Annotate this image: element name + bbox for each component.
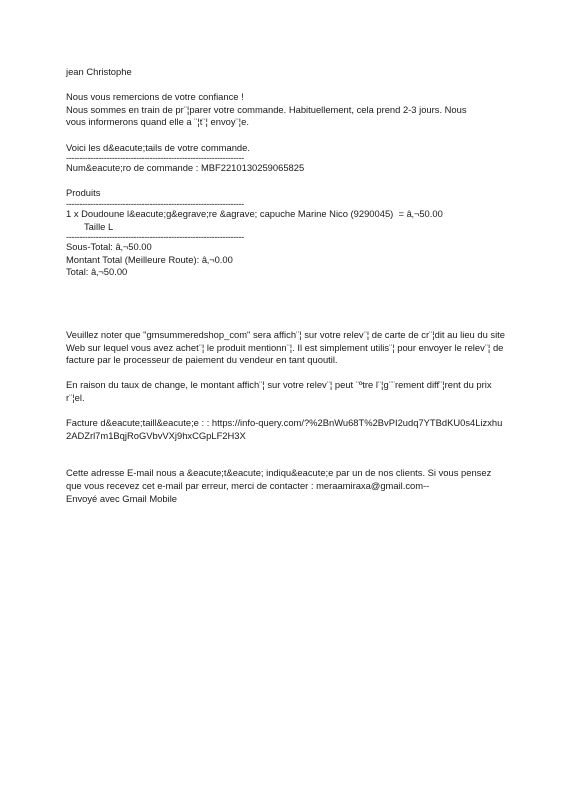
exchange-rate-notice: En raison du taux de change, le montant affich¨¦ sur votre relev¨¦ peut ¨ºtre l¨¦g¨¨rement diff¨¦rent du prix r¨¦el. [66,379,492,403]
recipient-name: jean Christophe [66,66,132,77]
shipping-total: Montant Total (Meilleure Route): â‚¬0.00 [66,253,233,265]
preparing-text-line-2: vous informerons quand elle a ¨¦t¨¦ envoy¨¦e. [66,116,249,128]
separator: ------------------------------------------------------------------ [66,233,245,242]
preparing-text-line-1: Nous sommes en train de pr¨¦parer votre commande. Habituellement, cela prend 2-3 jours. Nous [66,103,467,115]
separator: ------------------------------------------------------------------ [66,199,245,208]
mobile-signature: Envoyé avec Gmail Mobile [66,492,177,504]
separator: ------------------------------------------------------------------ [66,154,245,163]
details-intro: Voici les d&eacute;tails de votre commande. [66,141,250,153]
subtotal: Sous-Total: â‚¬50.00 [66,241,152,253]
grand-total: Total: â‚¬50.00 [66,266,128,278]
statement-notice: Veuillez noter que "gmsummeredshop_com" sera affich¨¦ sur votre relev¨¦ de carte de cr¨¦dit au lieu du site Web sur lequel vous avez achet¨¦ le produit mentionn¨¦. Il est simplement utilis¨¦ pour envoyer le relev¨¦ de facture par le processeur de paiement du vendeur en tant quoutil. [66,328,505,366]
product-line: 1 x Doudoune l&eacute;g&egrave;re &agrave; capuche Marine Nico (9290045) = â‚¬50.00 [66,207,443,219]
thanks-text: Nous vous remercions de votre confiance ! [66,91,244,103]
order-number: Num&eacute;ro de commande : MBF2210130259065825 [66,162,305,174]
product-size: Taille L [84,220,114,232]
footer-disclaimer: Cette adresse E-mail nous a &eacute;t&eacute; indiqu&eacute;e par un de nos clients. Si vous pensez que vous recevez cet e-mail par erreur, merci de contacter : meraamiraxa@gmail.com-- [66,467,492,492]
products-heading: Produits [66,187,101,199]
invoice-link[interactable]: Facture d&eacute;taill&eacute;e : : https://info-query.com/?%2BnWu68T%2BvPI2udq7YTBdKU0s4Lizxhu2ADZrl7m1BqjRoGVbvVXj9hxCGpLF2H3X [66,417,503,441]
email-body [66,66,506,505]
